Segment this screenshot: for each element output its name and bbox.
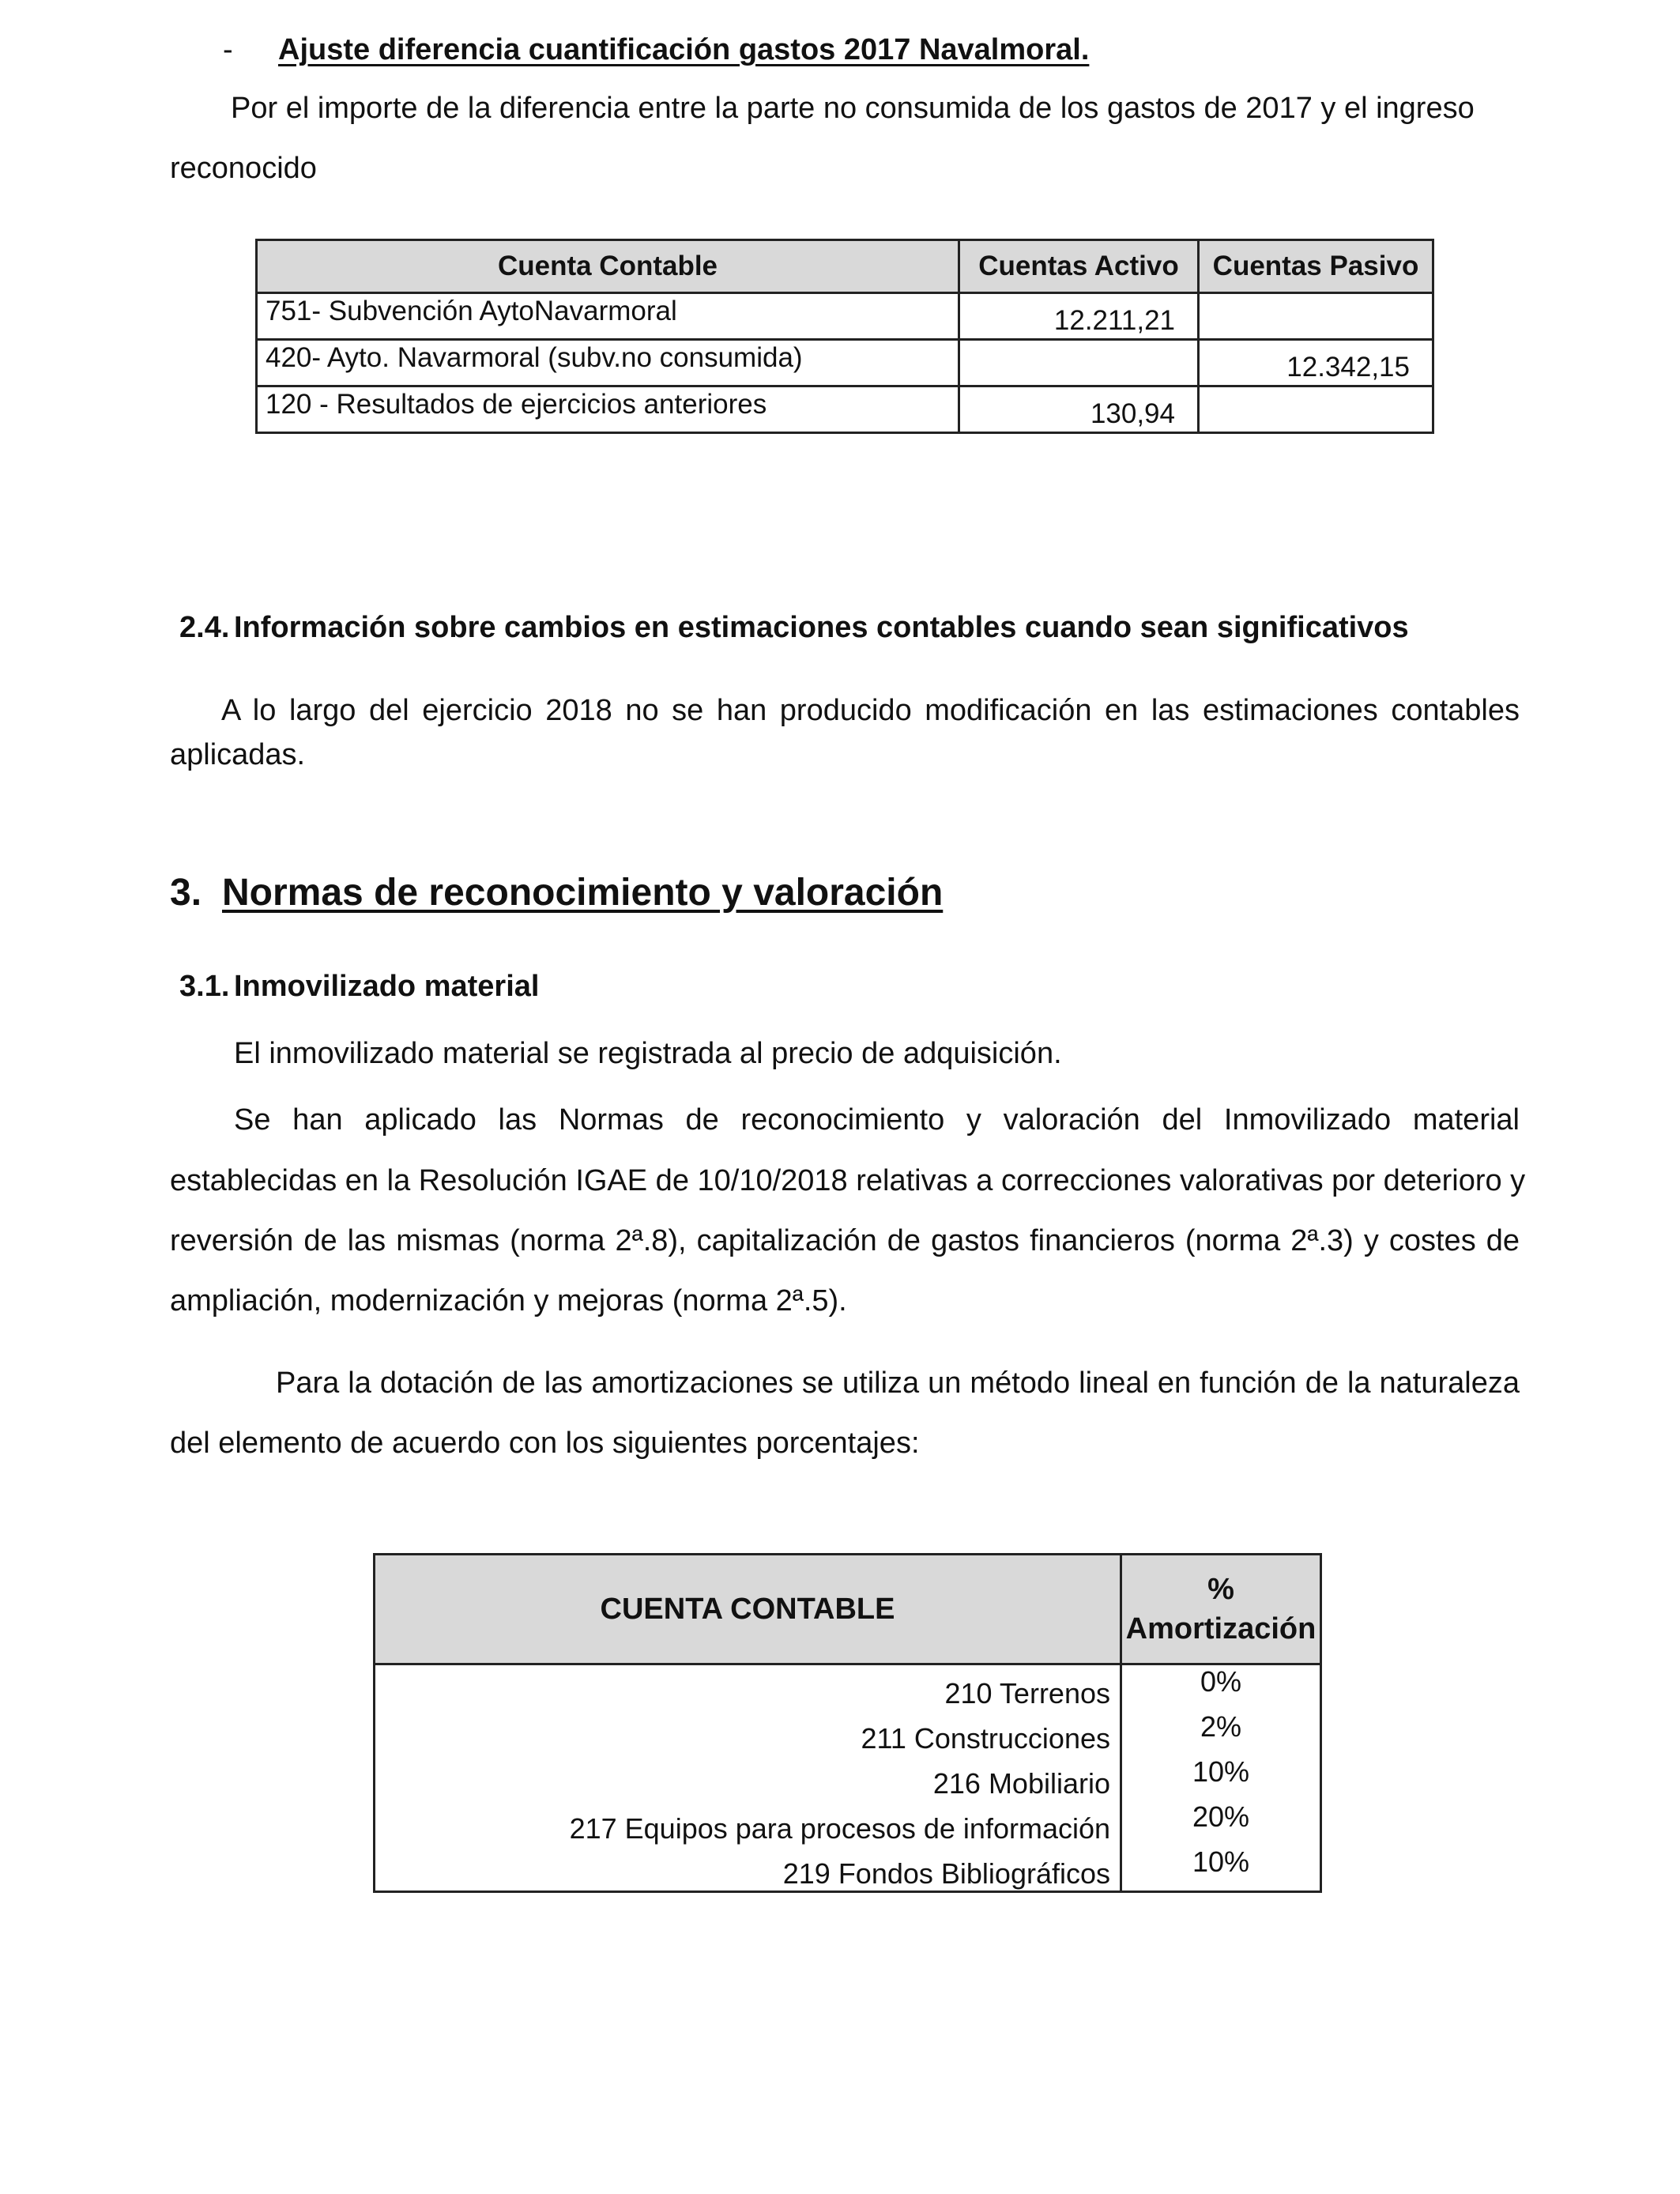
adjust-paragraph-line1: Por el importe de la diferencia entre la parte no consumida de los gastos de 2017 y el ingreso — [231, 92, 1475, 125]
table-row — [375, 1755, 1321, 1800]
normas-paragraph-line2: establecidas en la Resolución IGAE de 10/10/2018 relativas a correcciones valorativas por deterioro y — [170, 1164, 1526, 1197]
header-cuenta-contable: CUENTA CONTABLE — [375, 1555, 1121, 1664]
normas-paragraph-line1: Se han aplicado las Normas de reconocimiento y valoración del Inmovilizado material — [234, 1103, 1520, 1137]
cell-account: 216 Mobiliario — [375, 1755, 1121, 1800]
cell-account: 420- Ayto. Navarmoral (subv.no consumida) — [257, 340, 959, 386]
cell-pct: 10% — [1121, 1755, 1321, 1800]
table-row — [257, 386, 1433, 433]
adjustment-table — [255, 239, 1434, 434]
cell-account: 217 Equipos para procesos de información — [375, 1800, 1121, 1845]
table-row — [375, 1664, 1321, 1711]
estimaciones-paragraph-line2: aplicadas. — [170, 738, 306, 771]
section-number-3-1: 3.1. — [179, 970, 230, 1003]
header-cuentas-activo: Cuentas Activo — [959, 240, 1199, 293]
header-pct-label: Amortización — [1125, 1612, 1317, 1646]
cell-account: 210 Terrenos — [375, 1664, 1121, 1711]
table-row — [375, 1845, 1321, 1892]
header-cuenta-contable: Cuenta Contable — [257, 240, 959, 293]
estimaciones-paragraph-line1: A lo largo del ejercicio 2018 no se han producido modificación en las estimaciones contables — [221, 694, 1520, 727]
section-number-3: 3. — [170, 872, 202, 914]
cell-pct: 10% — [1121, 1845, 1321, 1892]
section-title-3: Normas de reconocimiento y valoración — [222, 872, 944, 914]
header-cuentas-pasivo: Cuentas Pasivo — [1199, 240, 1433, 293]
cell-account: 751- Subvención AytoNavarmoral — [257, 293, 959, 340]
cell-pasivo: 12.342,15 — [1199, 340, 1433, 386]
table-row — [375, 1710, 1321, 1755]
amortizacion-paragraph-line2: del elemento de acuerdo con los siguientes porcentajes: — [170, 1427, 920, 1460]
table-row — [257, 293, 1433, 340]
table-header-row — [257, 240, 1433, 293]
cell-account: 211 Construcciones — [375, 1710, 1121, 1755]
normas-paragraph-line3: reversión de las mismas (norma 2ª.8), capitalización de gastos financieros (norma 2ª.3) y costes de — [170, 1224, 1520, 1257]
table-row — [375, 1800, 1321, 1845]
header-pct-symbol: % — [1207, 1573, 1234, 1606]
cell-pct: 20% — [1121, 1800, 1321, 1845]
section-title-2-4: Información sobre cambios en estimaciones contables cuando sean significativos — [234, 611, 1409, 644]
adjust-heading: Ajuste diferencia cuantificación gastos 2017 Navalmoral. — [278, 33, 1090, 66]
cell-pasivo — [1199, 386, 1433, 433]
cell-account: 219 Fondos Bibliográficos — [375, 1845, 1121, 1892]
table-row — [257, 340, 1433, 386]
header-amortizacion — [1121, 1555, 1321, 1664]
table-header-row — [375, 1555, 1321, 1664]
cell-pct: 2% — [1121, 1710, 1321, 1755]
amortization-table — [373, 1553, 1322, 1893]
cell-pct: 0% — [1121, 1664, 1321, 1711]
cell-activo: 12.211,21 — [959, 293, 1199, 340]
list-dash: - — [223, 33, 233, 66]
inmovilizado-paragraph-1: El inmovilizado material se registrada al precio de adquisición. — [234, 1037, 1062, 1070]
normas-paragraph-line4: ampliación, modernización y mejoras (norma 2ª.5). — [170, 1284, 847, 1318]
section-number-2-4: 2.4. — [179, 611, 230, 644]
cell-activo — [959, 340, 1199, 386]
cell-account: 120 - Resultados de ejercicios anteriores — [257, 386, 959, 433]
adjust-paragraph-line2: reconocido — [170, 152, 317, 185]
cell-pasivo — [1199, 293, 1433, 340]
cell-activo: 130,94 — [959, 386, 1199, 433]
amortizacion-paragraph-line1: Para la dotación de las amortizaciones se utiliza un método lineal en función de la naturaleza — [276, 1367, 1520, 1400]
section-title-3-1: Inmovilizado material — [234, 970, 540, 1003]
